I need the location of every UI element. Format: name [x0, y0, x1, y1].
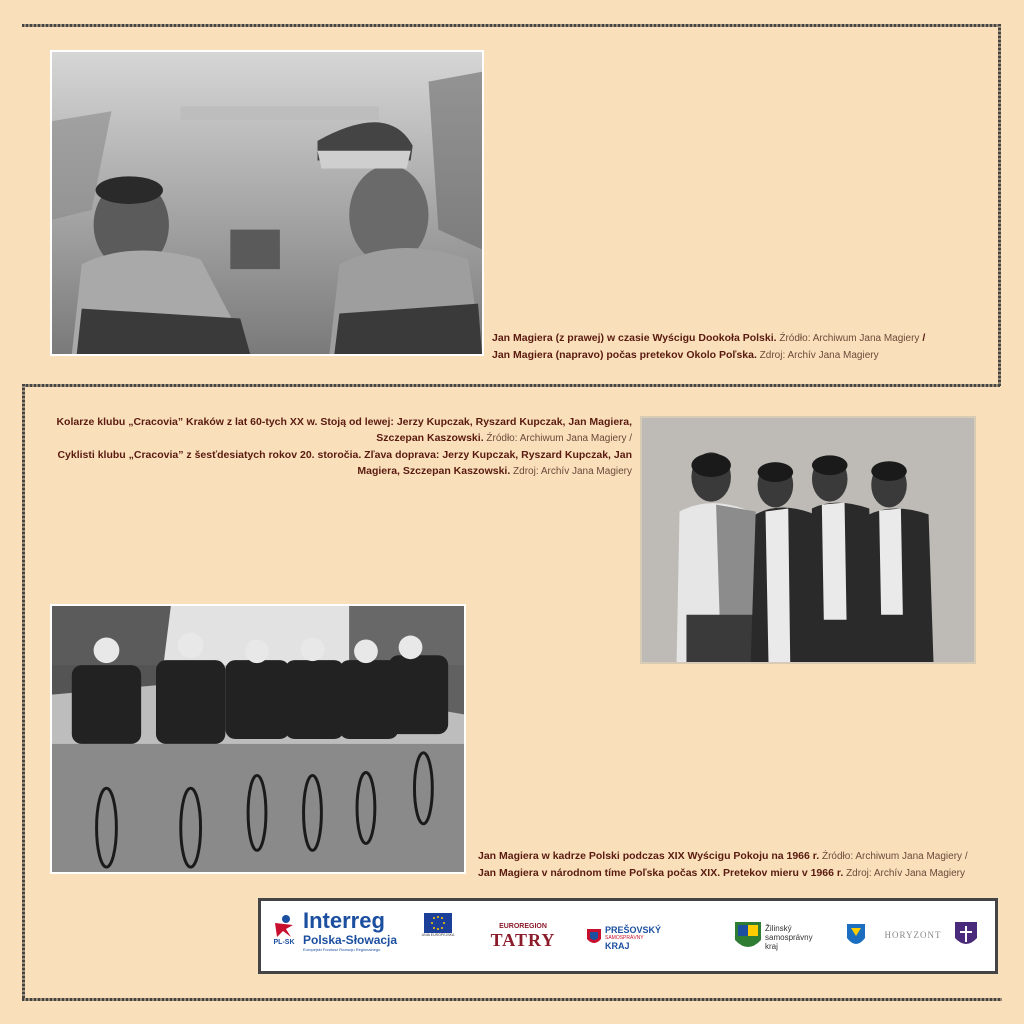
zilina-crest-icon — [735, 922, 761, 952]
plsk-figure-icon — [271, 913, 297, 939]
photo-four-cyclists — [640, 416, 976, 664]
caption-photo1-sk-source: Zdroj: Archív Jana Magiery — [756, 350, 879, 361]
zilina-line2: samosprávny — [765, 932, 813, 942]
municipal-crest-icon — [847, 924, 865, 948]
euroregion-tatry-logo — [490, 911, 556, 963]
caption-photo3-sk: Jan Magiera v národnom tíme Poľska počas XIX. Pretekov mieru v 1966 r. — [478, 867, 844, 879]
eu-flag-logo — [421, 913, 455, 943]
caption-photo2-pl-source: Źródło: Archiwum Jana Magiery / — [483, 433, 632, 444]
caption-photo1-pl: Jan Magiera (z prawej) w czasie Wyścigu Dookoła Polski. — [492, 332, 777, 344]
interreg-title: Interreg — [303, 908, 385, 933]
euroregion-label: EUROREGION — [499, 923, 547, 930]
left-frame-line — [22, 384, 25, 1000]
diocese-crest-logo — [955, 921, 979, 949]
horyzont-label: HORYZONT — [884, 930, 942, 940]
right-frame-line-top — [998, 24, 1001, 386]
horyzont-logo — [885, 925, 941, 945]
presov-region-logo — [587, 923, 687, 953]
top-frame-line — [22, 24, 1000, 27]
caption-photo2-sk: Cyklisti klubu „Cracovia” z šesťdesiatych rokov 20. storočia. Zľava doprava: Jerzy Kupczak, Ryszard Kupczak, Jan Magiera, Szczepan Kaszowski. — [57, 449, 632, 477]
caption-photo1-sep: / — [919, 332, 926, 344]
presov-line2: SAMOSPRÁVNY — [605, 935, 644, 941]
zilina-region-logo — [735, 919, 835, 955]
caption-photo2-sk-source: Zdroj: Archív Jana Magiery — [510, 466, 632, 477]
interreg-fund: Europejski Fundusz Rozwoju Regionalnego — [303, 947, 381, 952]
caption-photo1 — [492, 330, 962, 364]
plsk-label: PL-SK — [273, 939, 295, 946]
zilina-line3: kraj — [765, 941, 778, 951]
caption-photo2 — [50, 414, 632, 480]
caption-photo3 — [478, 848, 978, 882]
plsk-logo — [269, 913, 299, 959]
presov-line1: PREŠOVSKÝ — [605, 925, 662, 935]
caption-photo2-pl: Kolarze klubu „Cracovia” Kraków z lat 60-tych XX w. Stoją od lewej: Jerzy Kupczak, Ryszard Kupczak, Jan Magiera, Szczepan Kaszowski. — [56, 416, 632, 444]
bottom-frame-line — [22, 998, 1002, 1001]
caption-photo1-sk: Jan Magiera (napravo) počas pretekov Okolo Poľska. — [492, 349, 757, 361]
caption-photo3-sk-source: Zdroj: Archív Jana Magiery — [843, 868, 966, 879]
diocese-crest-icon — [955, 922, 977, 948]
photo-two-cyclists — [50, 50, 484, 356]
interreg-subtitle: Polska-Słowacja — [303, 933, 398, 947]
presov-line3: KRAJ — [605, 941, 630, 951]
caption-photo3-pl-source: Źródło: Archiwum Jana Magiery / — [819, 851, 968, 862]
eu-label: UNIA EUROPEJSKA — [421, 933, 455, 937]
presov-crest-icon — [587, 929, 601, 947]
municipal-crest-logo — [847, 923, 867, 949]
zilina-line1: Žilinský — [765, 923, 792, 933]
photo-team-riding — [50, 604, 466, 874]
eu-flag-icon — [424, 913, 452, 933]
partner-logos-strip — [258, 898, 998, 974]
caption-photo3-pl: Jan Magiera w kadrze Polski podczas XIX Wyścigu Pokoju na 1966 r. — [478, 850, 820, 862]
mid-frame-line — [22, 384, 1000, 387]
tatry-label: TATRY — [490, 930, 556, 950]
caption-photo1-pl-source: Źródło: Archiwum Jana Magiery — [776, 333, 920, 344]
